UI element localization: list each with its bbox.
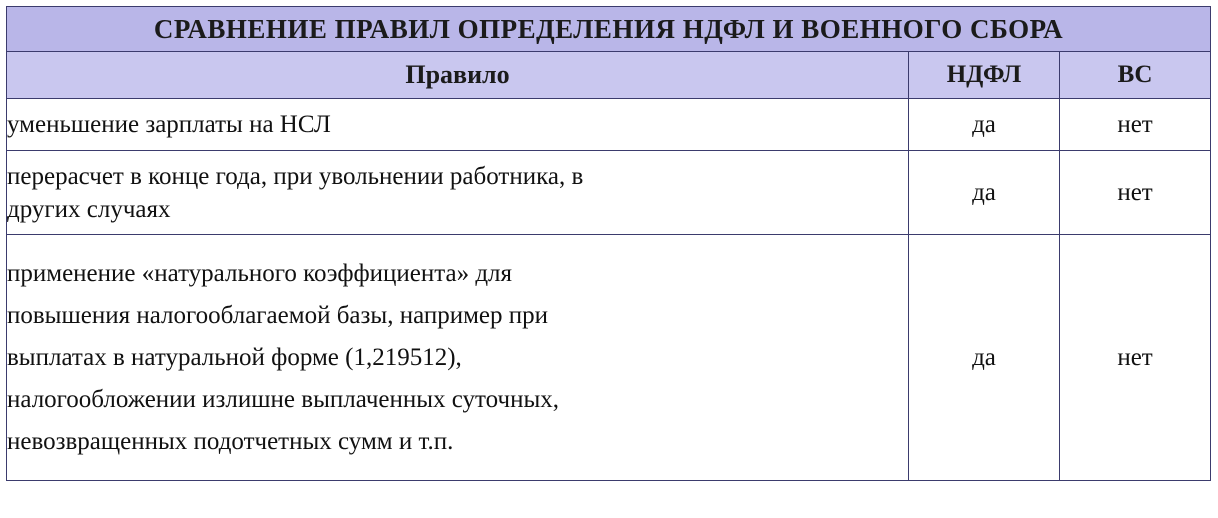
vs-value: нет <box>1060 151 1211 235</box>
ndfl-value: да <box>909 235 1060 481</box>
rule-cell <box>7 151 909 235</box>
vs-value: нет <box>1060 99 1211 151</box>
rule-text-line: выплатах в натуральной форме (1,219512), <box>7 344 462 371</box>
rule-text-line: других случаях <box>7 195 171 223</box>
rule-cell <box>7 235 909 481</box>
table-row <box>7 235 1211 481</box>
rule-text-line: применение «натурального коэффициента» для <box>7 260 513 287</box>
rule-text-line: налогообложении излишне выплаченных суточных, <box>7 386 560 413</box>
rule-text-line: повышения налогооблагаемой базы, например при <box>7 302 549 329</box>
rule-text-line: уменьшение зарплаты на НСЛ <box>7 111 331 138</box>
rule-text-line: перерасчет в конце года, при увольнении работника, в <box>7 162 584 190</box>
rule-text-line: невозвращенных подотчетных сумм и т.п. <box>7 428 454 455</box>
vs-value: нет <box>1060 235 1211 481</box>
table-row <box>7 99 1211 151</box>
column-header-rule: Правило <box>7 52 909 99</box>
table-title-row <box>7 7 1211 52</box>
table-header-row <box>7 52 1211 99</box>
ndfl-value: да <box>909 99 1060 151</box>
rule-cell <box>7 99 909 151</box>
ndfl-value: да <box>909 151 1060 235</box>
column-header-vs: ВС <box>1060 52 1211 99</box>
comparison-table <box>6 6 1211 481</box>
column-header-ndfl: НДФЛ <box>909 52 1060 99</box>
table-title: СРАВНЕНИЕ ПРАВИЛ ОПРЕДЕЛЕНИЯ НДФЛ И ВОЕННОГО СБОРА <box>7 7 1211 52</box>
table-row <box>7 151 1211 235</box>
